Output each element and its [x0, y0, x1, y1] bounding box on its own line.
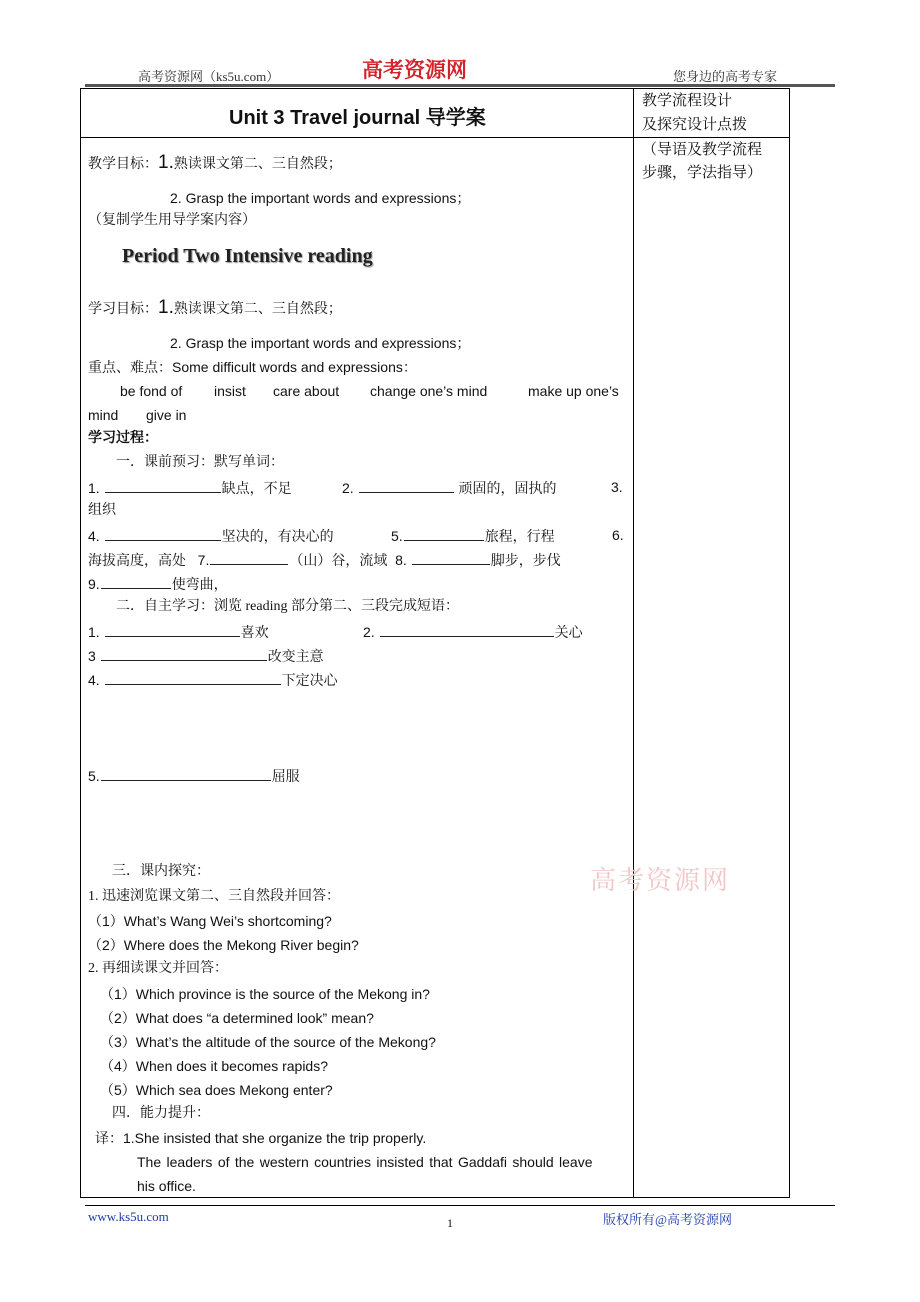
question: （5）Which sea does Mekong enter?: [100, 1082, 333, 1098]
translation: his office.: [137, 1178, 196, 1194]
teaching-goal-2: 2. Grasp the important words and expressions；: [170, 190, 471, 206]
phrase-row: 5. 屈服: [88, 768, 300, 785]
section1-title: 一．课前预习：默写单词：: [116, 455, 284, 470]
period-title: Period Two Intensive reading: [122, 245, 373, 267]
side-note-1: （导语及教学流程: [642, 142, 763, 158]
footer-link[interactable]: www.ks5u.com: [88, 1209, 169, 1224]
study-goal-2: 2. Grasp the important words and expressions；: [170, 335, 471, 351]
footer-copyright: 版权所有@高考资源网: [603, 1212, 732, 1227]
word-meaning: 组织: [88, 503, 116, 518]
side-note-2: 步骤，学法指导）: [642, 165, 763, 181]
header-rule: [85, 84, 835, 87]
translation: 译：1.She insisted that she organize the trip properly.: [95, 1130, 427, 1146]
question-group: 1. 迅速浏览课文第二、三自然段并回答：: [88, 889, 340, 904]
copy-note: （复制学生用导学案内容）: [88, 213, 256, 228]
section2-title: 二．自主学习：浏览 reading 部分第二、三段完成短语：: [116, 599, 459, 614]
word-row: 1. 缺点，不足: [88, 480, 292, 497]
translation: The leaders of the western countries insisted that Gaddafi should leave: [137, 1154, 593, 1170]
word-row: 2. 顽固的，固执的: [342, 480, 557, 497]
section3-title: 三．课内探究：: [112, 864, 210, 879]
page-number: 1: [447, 1216, 453, 1230]
page-title: Unit 3 Travel journal 导学案: [229, 107, 486, 129]
footer-rule: [85, 1205, 835, 1206]
question: （3）What’s the altitude of the source of the Mekong?: [100, 1034, 436, 1050]
phrase-row: 3 改变主意: [88, 648, 324, 665]
side-heading-1: 教学流程设计: [642, 93, 733, 109]
watermark: 高考资源网: [590, 866, 731, 895]
question: （2）Where does the Mekong River begin?: [88, 937, 359, 953]
phrase: be fond of: [120, 383, 183, 399]
question: （1）Which province is the source of the Mekong in?: [100, 986, 430, 1002]
phrase: care about: [273, 383, 340, 399]
word-row: 5. 旅程，行程: [391, 528, 555, 545]
header-logo: 高考资源网: [362, 58, 467, 82]
key-points-label: 重点、难点：Some difficult words and expressions：: [88, 359, 417, 375]
phrase-row: 2. 关心: [363, 624, 583, 641]
word-num: 3.: [611, 479, 623, 495]
phrase: make up one’s: [528, 383, 619, 399]
study-goal: 学习目标：1.熟读课文第二、三自然段；: [88, 297, 342, 318]
teaching-goal: 教学目标：1.熟读课文第二、三自然段；: [88, 152, 342, 173]
word-row: 海拔高度，高处 7. （山）谷，流域 8. 脚步，步伐: [88, 552, 561, 569]
header-site-name: 高考资源网（ks5u.com）: [138, 69, 280, 84]
word-num: 6.: [612, 527, 624, 543]
phrase-row: 1. 喜欢: [88, 624, 269, 641]
question-group: 2. 再细读课文并回答：: [88, 961, 228, 976]
question: （2）What does “a determined look” mean?: [100, 1010, 374, 1026]
side-heading-2: 及探究设计点拨: [642, 117, 748, 133]
word-row: 4. 坚决的，有决心的: [88, 528, 334, 545]
phrase: give in: [146, 407, 187, 423]
section4-title: 四．能力提升：: [112, 1106, 210, 1121]
phrase: insist: [214, 383, 246, 399]
phrase-row: 4. 下定决心: [88, 672, 338, 689]
word-row: 9. 使弯曲，: [88, 576, 228, 593]
process-heading: 学习过程：: [88, 431, 158, 446]
question: （1）What’s Wang Wei’s shortcoming?: [88, 913, 332, 929]
header-slogan: 您身边的高考专家: [673, 69, 778, 84]
phrase: mind: [88, 407, 119, 423]
phrase: change one’s mind: [370, 383, 488, 399]
question: （4）When does it becomes rapids?: [100, 1058, 328, 1074]
